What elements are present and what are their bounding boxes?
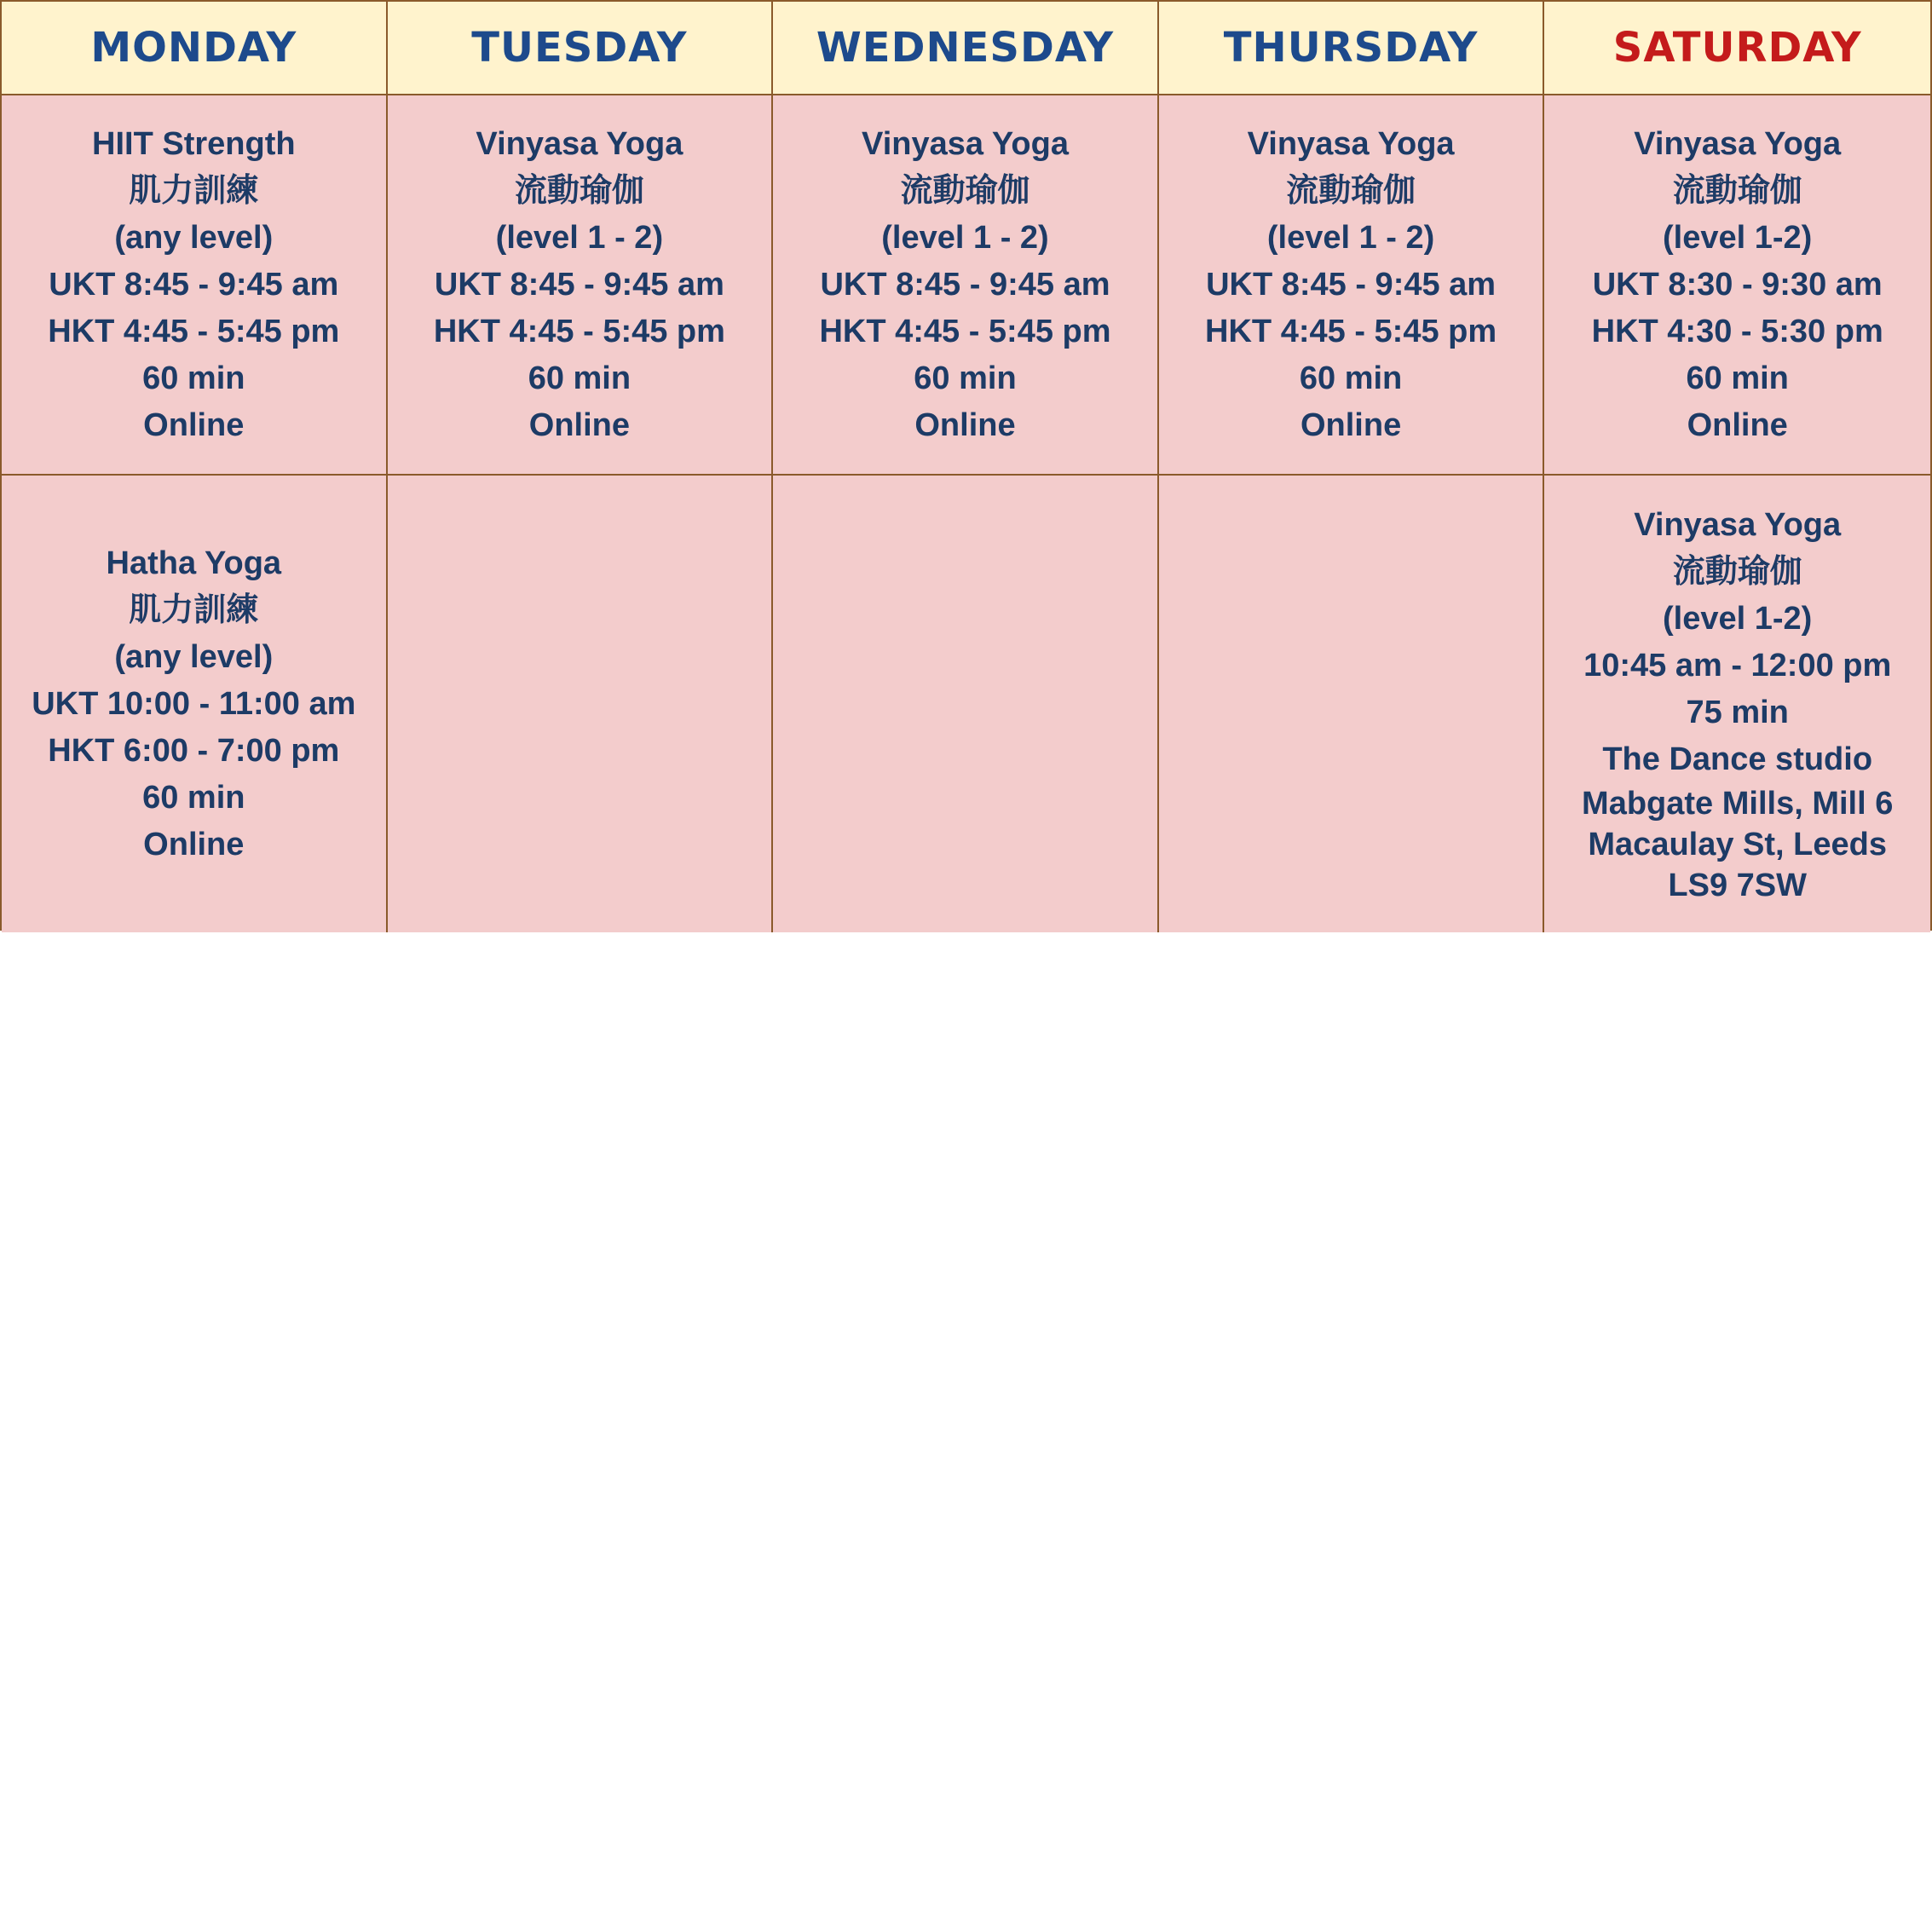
- class-chinese-name: 流動瑜伽: [1672, 554, 1802, 590]
- class-location: Online: [1300, 407, 1402, 443]
- day-header-wednesday: [773, 2, 1159, 95]
- class-cell-thursday-1: [1159, 95, 1545, 476]
- class-cell-tuesday-1: [388, 95, 774, 476]
- class-cell-tuesday-2-empty: [388, 476, 774, 932]
- class-level: (level 1 - 2): [1266, 219, 1435, 256]
- class-chinese-name: 肌力訓練: [129, 172, 259, 209]
- class-level: (any level): [114, 638, 274, 675]
- class-title: Vinyasa Yoga: [1634, 125, 1842, 162]
- class-time-uk: UKT 8:45 - 9:45 am: [434, 266, 724, 303]
- day-header-label: WEDNESDAY: [816, 24, 1115, 72]
- class-level: (level 1 - 2): [881, 219, 1049, 256]
- class-cell-saturday-1: [1544, 95, 1930, 476]
- class-chinese-name: 流動瑜伽: [900, 172, 1030, 209]
- class-time-uk: UKT 8:30 - 9:30 am: [1592, 266, 1883, 303]
- class-time-uk: UKT 10:00 - 11:00 am: [32, 685, 356, 722]
- class-time-hk: HKT 4:45 - 5:45 pm: [819, 313, 1111, 349]
- class-cell-wednesday-1: [773, 95, 1159, 476]
- day-header-tuesday: [388, 2, 774, 95]
- class-time-hk: HKT 6:00 - 7:00 pm: [48, 732, 340, 769]
- class-time-uk: UKT 8:45 - 9:45 am: [1206, 266, 1497, 303]
- class-time-uk: UKT 8:45 - 9:45 am: [49, 266, 339, 303]
- class-title: Hatha Yoga: [106, 545, 282, 581]
- class-location: Online: [1687, 407, 1788, 443]
- day-header-label: THURSDAY: [1223, 24, 1479, 72]
- class-duration: 60 min: [1686, 360, 1789, 396]
- class-title: HIIT Strength: [92, 125, 296, 162]
- class-schedule-table: [0, 0, 1932, 931]
- class-chinese-name: 流動瑜伽: [1672, 172, 1802, 209]
- class-time-hk: HKT 4:30 - 5:30 pm: [1591, 313, 1883, 349]
- day-header-saturday: [1544, 2, 1930, 95]
- class-cell-monday-1: [2, 95, 388, 476]
- class-duration: 60 min: [142, 360, 245, 396]
- day-header-label: MONDAY: [90, 24, 297, 72]
- class-chinese-name: 流動瑜伽: [514, 172, 644, 209]
- class-duration: 75 min: [1686, 695, 1789, 730]
- day-header-thursday: [1159, 2, 1545, 95]
- day-header-label: SATURDAY: [1612, 24, 1862, 72]
- class-chinese-name: 流動瑜伽: [1286, 172, 1416, 209]
- class-location: Online: [528, 407, 630, 443]
- class-duration: 60 min: [142, 779, 245, 816]
- class-level: (any level): [114, 219, 274, 256]
- class-level: (level 1 - 2): [495, 219, 664, 256]
- class-venue: The Dance studio: [1602, 741, 1873, 777]
- class-time-hk: HKT 4:45 - 5:45 pm: [433, 313, 725, 349]
- class-cell-thursday-2-empty: [1159, 476, 1545, 932]
- class-time: 10:45 am - 12:00 pm: [1583, 648, 1892, 683]
- address-line: Macaulay St, Leeds: [1588, 827, 1887, 862]
- class-chinese-name: 肌力訓練: [129, 591, 259, 628]
- class-title: Vinyasa Yoga: [862, 125, 1069, 162]
- class-level: (level 1-2): [1663, 219, 1813, 256]
- class-location: Online: [143, 407, 245, 443]
- class-cell-monday-2: [2, 476, 388, 932]
- class-time-hk: HKT 4:45 - 5:45 pm: [1205, 313, 1497, 349]
- address-line: Mabgate Mills, Mill 6: [1582, 786, 1894, 822]
- class-cell-wednesday-2-empty: [773, 476, 1159, 932]
- day-header-label: TUESDAY: [471, 24, 688, 72]
- class-time-hk: HKT 4:45 - 5:45 pm: [48, 313, 340, 349]
- class-duration: 60 min: [914, 360, 1017, 396]
- class-duration: 60 min: [1299, 360, 1403, 396]
- class-time-uk: UKT 8:45 - 9:45 am: [820, 266, 1110, 303]
- class-title: Vinyasa Yoga: [1634, 507, 1842, 543]
- class-title: Vinyasa Yoga: [476, 125, 683, 162]
- class-title: Vinyasa Yoga: [1247, 125, 1455, 162]
- class-cell-saturday-2: [1544, 476, 1930, 932]
- address-line: LS9 7SW: [1668, 868, 1807, 903]
- class-location: Online: [143, 826, 245, 862]
- class-duration: 60 min: [528, 360, 632, 396]
- day-header-monday: [2, 2, 388, 95]
- class-level: (level 1-2): [1663, 601, 1813, 637]
- class-location: Online: [914, 407, 1016, 443]
